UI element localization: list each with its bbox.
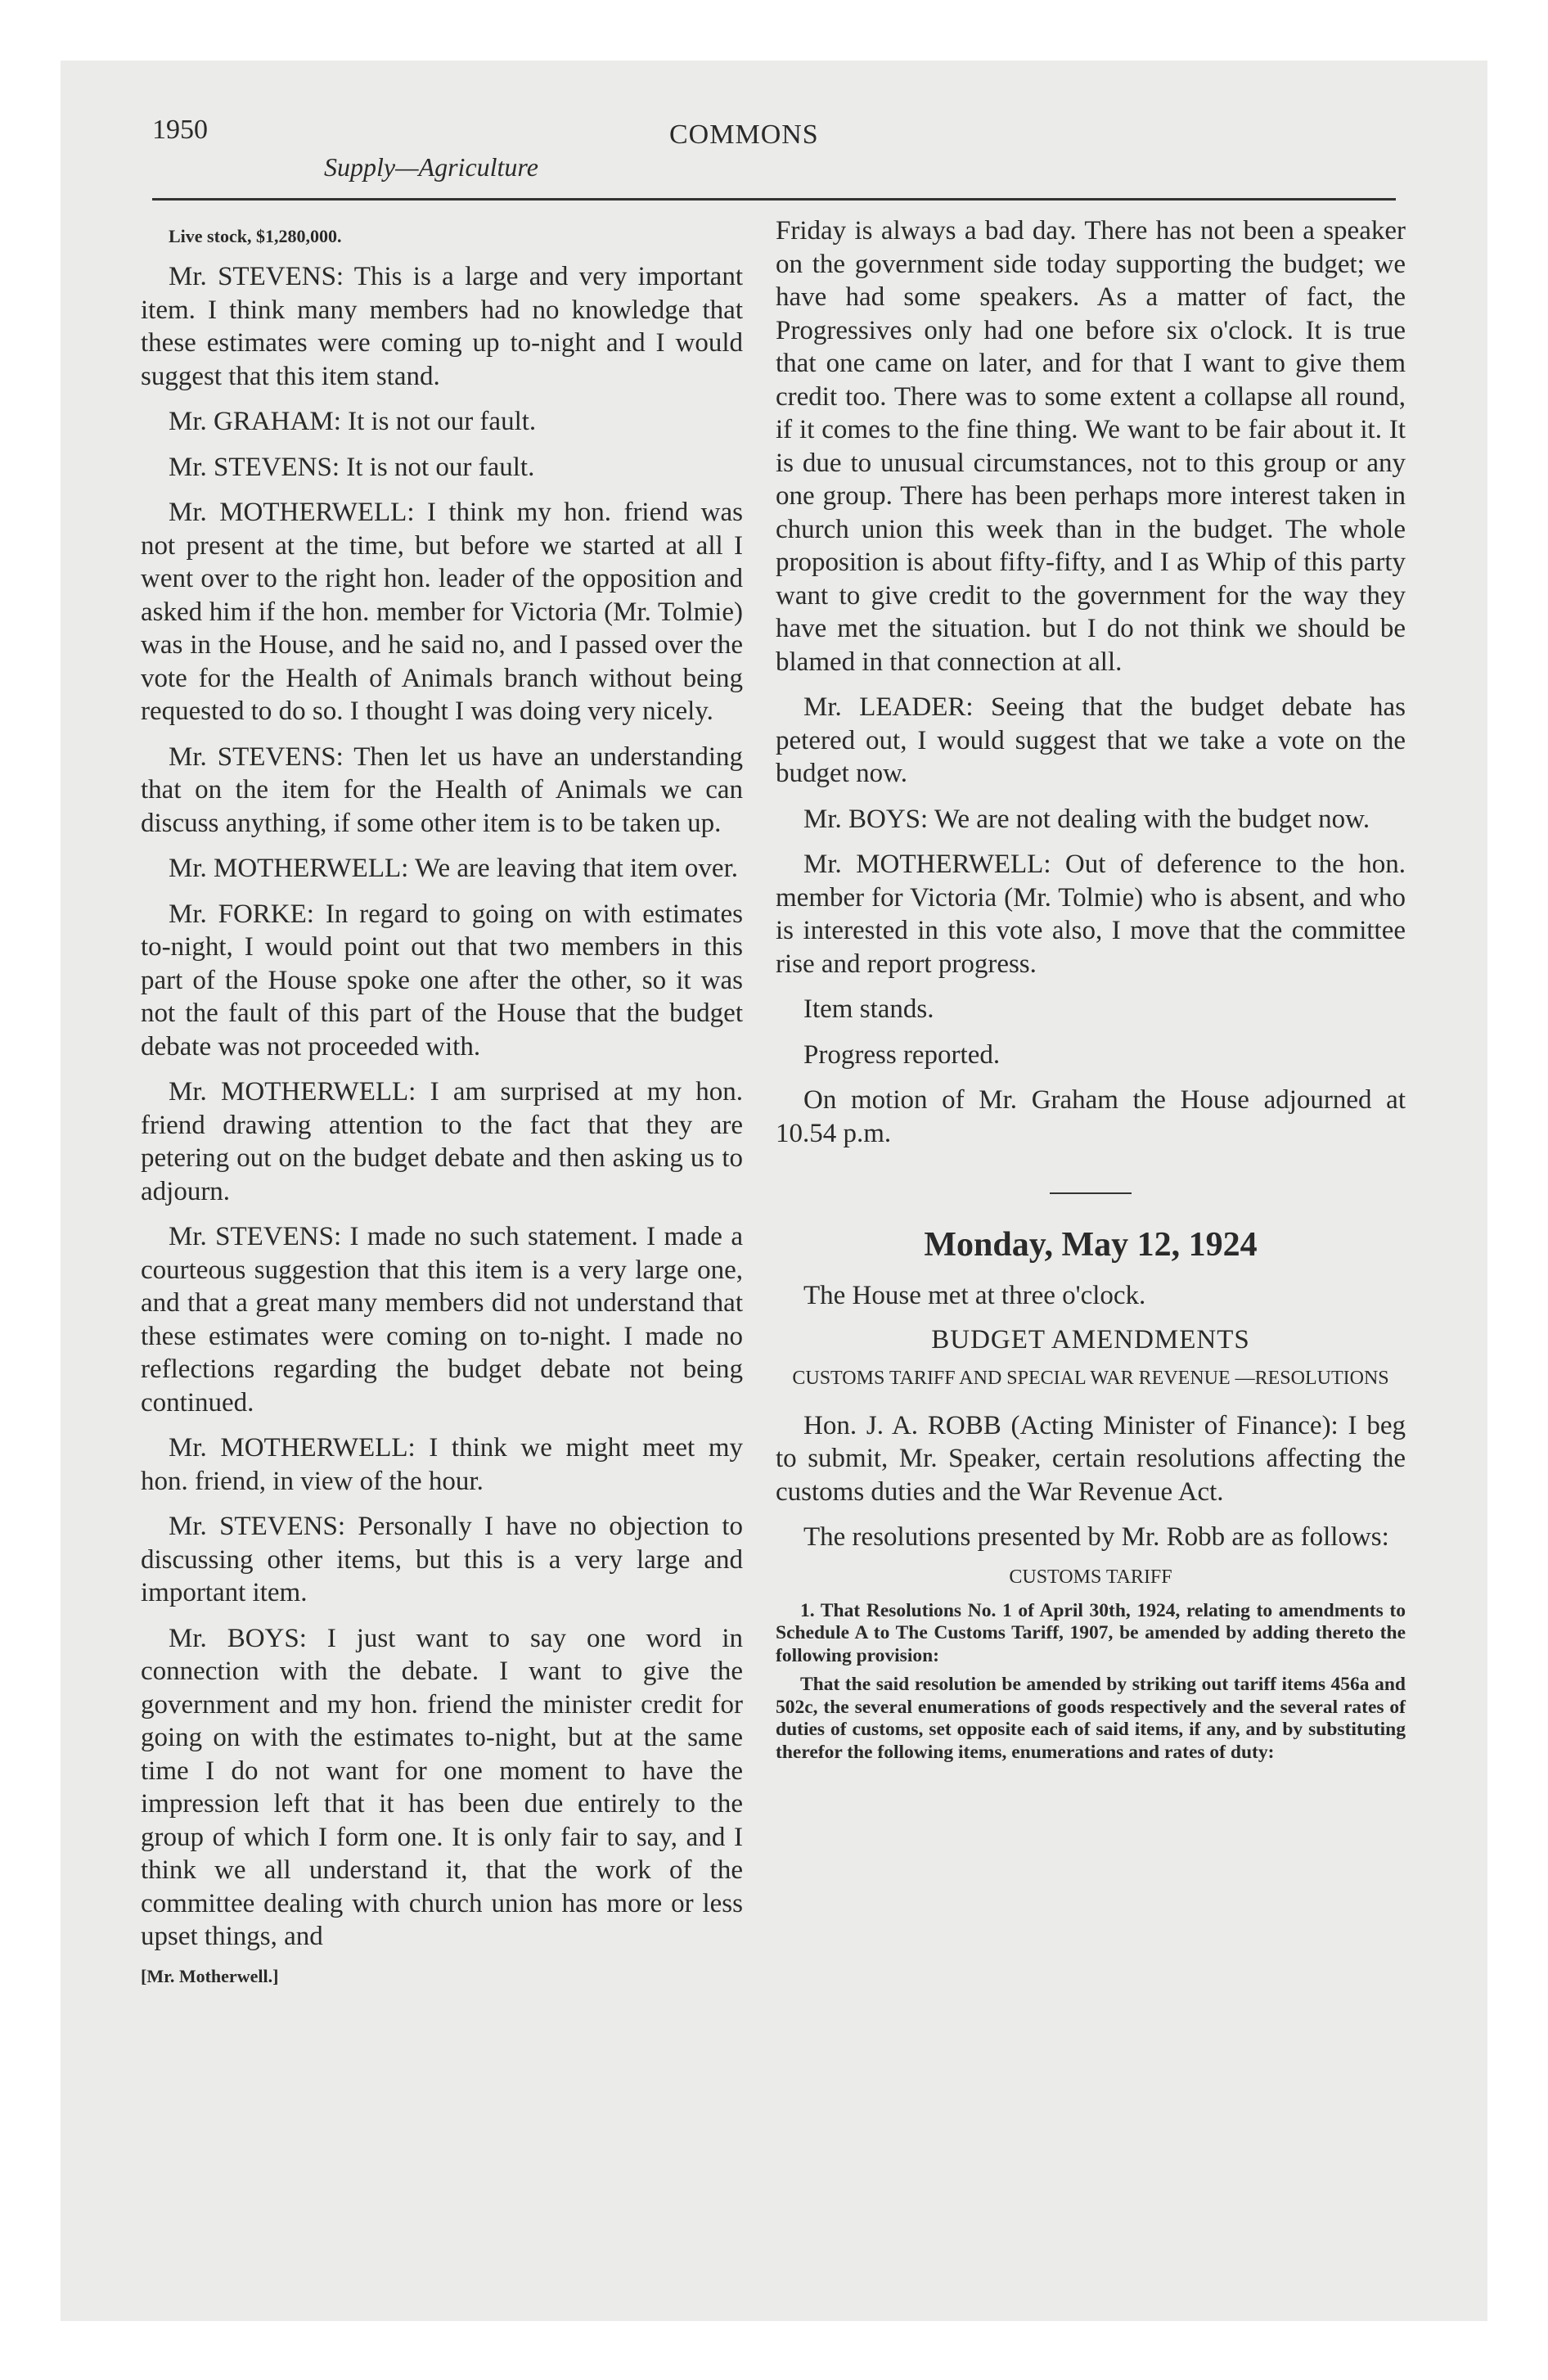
page-number: 1950 (152, 115, 208, 145)
debate-paragraph: Mr. MOTHERWELL: I am surprised at my hon. friend drawing attention to the fact that they are petering out on the budget debate and then asking us to adjourn. (141, 1077, 743, 1206)
resolution-text: 1. That Resolutions No. 1 of April 30th, 1924, relating to amendments to Schedule A to The Customs Tariff, 1907, be amended by adding thereto the following provision: (776, 1599, 1406, 1666)
debate-paragraph: On motion of Mr. Graham the House adjourned at 10.54 p.m. (776, 1085, 1406, 1148)
debate-paragraph: Hon. J. A. ROBB (Acting Minister of Finance): I beg to submit, Mr. Speaker, certain resolutions affecting the customs duties and the War Revenue Act. (776, 1410, 1406, 1507)
date-heading: Monday, May 12, 1924 (924, 1226, 1258, 1264)
debate-paragraph: Mr. MOTHERWELL: Out of deference to the hon. member for Victoria (Mr. Tolmie) who is absent, and who is interested in this vote also, I move that the committee rise and report progress. (776, 850, 1406, 979)
debate-paragraph: The resolutions presented by Mr. Robb are as follows: (803, 1522, 1389, 1552)
debate-paragraph: Mr. FORKE: In regard to going on with estimates to-night, I would point out that two members in this part of the House spoke one after the other, so it was not the fault of this part of the House that the budget debate was not proceeded with. (141, 899, 743, 1062)
page-title: COMMONS (669, 119, 819, 150)
debate-paragraph: Mr. MOTHERWELL: I think we might meet my hon. friend, in view of the hour. (141, 1433, 743, 1496)
debate-paragraph: Mr. GRAHAM: It is not our fault. (169, 407, 537, 436)
continued-paragraph: Friday is always a bad day. There has not been a speaker on the government side today supporting the budget; we have had some speakers. As a matter of fact, the Progressives only had one before six o'clock. It is true that one came on later, and for that I want to give them credit too. There was to some extent a collapse all round, if it comes to the fine thing. We want to be fair about it. It is due to unusual circumstances, not to this group or any one group. There has been perhaps more interest taken in church union this week than in the budget. The whole proposition is about fifty-fifty, and I as Whip of this party want to give credit to the government for the way they have met the situation. but I do not think we should be blamed in that connection at all. (776, 216, 1406, 677)
right-column (776, 214, 1406, 1770)
debate-paragraph: Mr. STEVENS: Personally I have no objection to discussing other items, but this is a very large and important item. (141, 1512, 743, 1607)
debate-paragraph: Mr. LEADER: Seeing that the budget debate has petered out, I would suggest that we take a vote on the budget now. (776, 692, 1406, 788)
header-rule (152, 198, 1396, 201)
debate-paragraph: Mr. MOTHERWELL: I think my hon. friend was not present at the time, but before we started at all I went over to the right hon. leader of the opposition and asked him if the hon. member for Victoria (Mr. Tolmie) was in the House, and he said no, and I passed over the vote for the Health of Animals branch without being requested to do so. I thought I was doing very nicely. (141, 498, 743, 726)
resolutions-heading: CUSTOMS TARIFF (1009, 1566, 1172, 1588)
debate-paragraph: Mr. BOYS: I just want to say one word in connection with the debate. I want to give the government and my hon. friend the minister credit for going on with the estimates to-night, but at the same time I do not want for one moment to have the impression left that it has been due entirely to the group of which I form one. It is only fair to say, and I think we all understand it, that the work of the committee dealing with church union has more or less upset things, and (141, 1623, 743, 1951)
left-column (141, 214, 743, 1987)
debate-paragraph: Mr. STEVENS: It is not our fault. (169, 452, 535, 482)
debate-paragraph: Mr. STEVENS: Then let us have an understanding that on the item for the Health of Animals we can discuss anything, if some other item is to be taken up. (141, 741, 743, 838)
section-separator (1050, 1192, 1132, 1194)
debate-paragraph: Mr. BOYS: We are not dealing with the budget now. (803, 804, 1370, 834)
debate-paragraph: Item stands. (803, 994, 934, 1024)
debate-paragraph: Mr. STEVENS: I made no such statement. I made a courteous suggestion that this item is a very large one, and that a great many members did not understand that these estimates were coming on to-night. I made no reflections regarding the budget debate not being continued. (141, 1222, 743, 1418)
item-lead: Live stock, $1,280,000. (169, 226, 342, 246)
section-heading: BUDGET AMENDMENTS (931, 1324, 1250, 1355)
debate-paragraph: Mr. MOTHERWELL: We are leaving that item over. (169, 854, 738, 883)
subsection-heading: CUSTOMS TARIFF AND SPECIAL WAR REVENUE —RESOLUTIONS (792, 1367, 1389, 1389)
speaker-footer-note: [Mr. Motherwell.] (141, 1965, 279, 1986)
resolution-text: That the said resolution be amended by striking out tariff items 456a and 502c, the several enumerations of goods respectively and the several rates of duties of customs, set opposite each of said items, if any, and by substituting therefor the following items, enumerations and rates of duty: (776, 1674, 1406, 1763)
house-met-line: The House met at three o'clock. (803, 1281, 1146, 1310)
debate-paragraph: Progress reported. (803, 1039, 1001, 1070)
page-subtitle: Supply—Agriculture (324, 152, 538, 182)
debate-paragraph: Mr. STEVENS: This is a large and very important item. I think many members had no knowledge that these estimates were coming up to-night and I would suggest that this item stand. (141, 262, 743, 391)
